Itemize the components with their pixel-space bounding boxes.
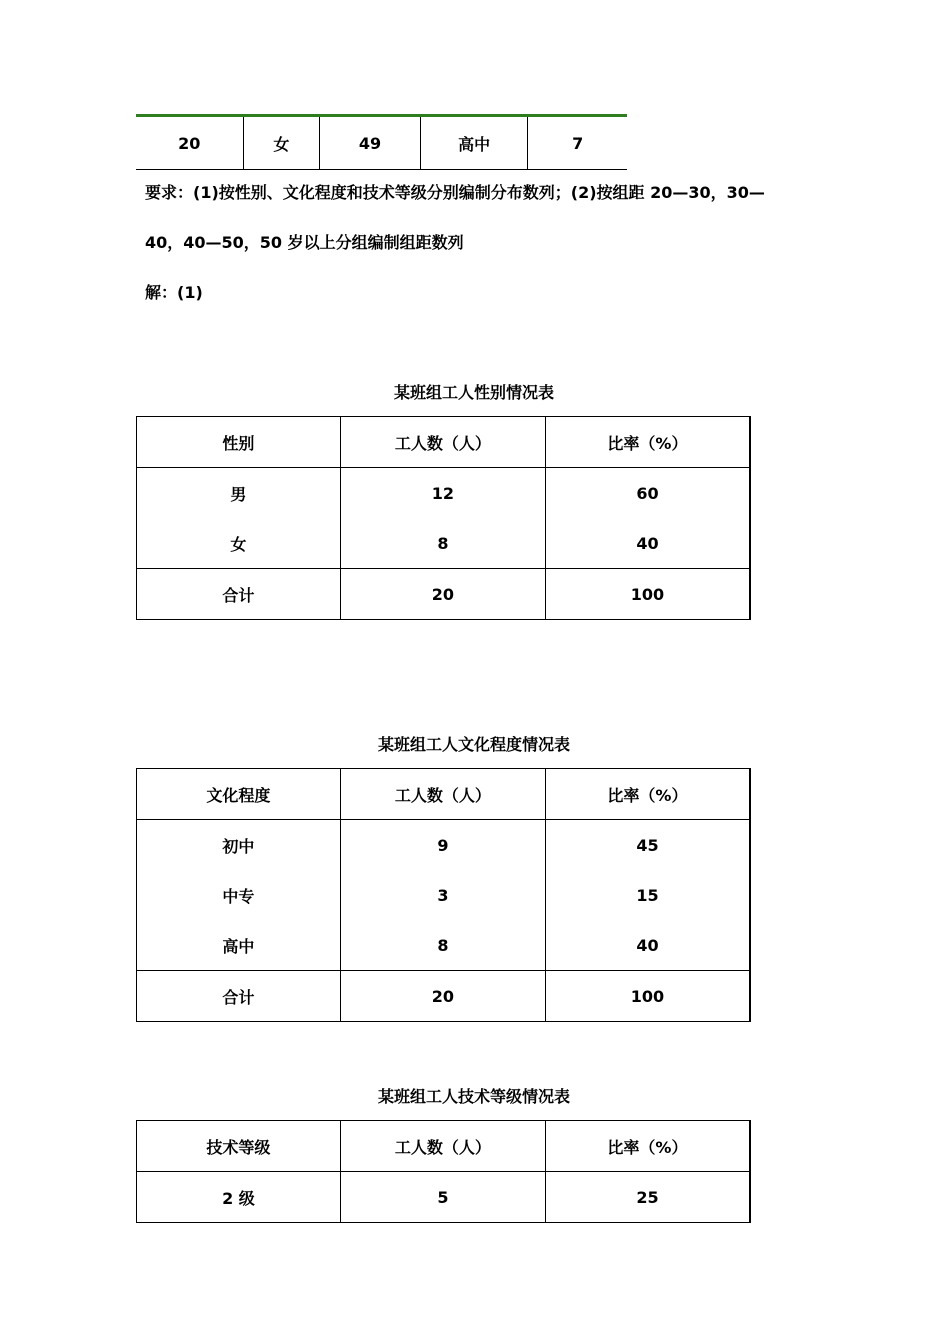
table-cell: 7 (528, 116, 627, 170)
table-header-row (137, 1121, 751, 1172)
table-cell: 20 (340, 569, 545, 620)
table-cell: 40 (545, 920, 750, 971)
table-total-row (137, 569, 751, 620)
table-row (137, 820, 751, 871)
table-cell: 女 (230, 534, 247, 554)
header-cell: 比率（%） (545, 1121, 750, 1172)
header-cell: 技术等级 (206, 1137, 271, 1157)
table-cell: 15 (545, 870, 750, 920)
table-cell: 9 (340, 820, 545, 871)
table-caption-gender: 某班组工人性别情况表 (393, 383, 554, 402)
header-cell: 比率（%） (545, 769, 750, 820)
table-cell: 40 (545, 518, 750, 569)
table-cell: 49 (320, 116, 421, 170)
table-cell: 20 (340, 971, 545, 1022)
education-table (136, 768, 751, 1022)
table-cell: 8 (340, 920, 545, 971)
table-cell: 100 (545, 569, 750, 620)
table-cell: 2 级 (222, 1188, 255, 1208)
table-row (137, 1172, 751, 1223)
table-caption-skill: 某班组工人技术等级情况表 (377, 1087, 570, 1106)
table-cell: 100 (545, 971, 750, 1022)
data-table-fragment (136, 114, 627, 170)
table-cell: 高中 (420, 116, 528, 170)
table-cell: 男 (230, 484, 247, 504)
table-cell: 25 (545, 1172, 750, 1223)
table-cell: 合计 (222, 585, 255, 605)
table-total-row (137, 971, 751, 1022)
table-row (137, 920, 751, 971)
header-cell: 工人数（人） (340, 1121, 545, 1172)
table-cell: 12 (340, 468, 545, 519)
table-cell: 45 (545, 820, 750, 871)
table-cell: 3 (340, 870, 545, 920)
table-header-row (137, 417, 751, 468)
table-cell: 女 (243, 116, 320, 170)
table-cell: 5 (340, 1172, 545, 1223)
header-cell: 工人数（人） (340, 769, 545, 820)
table-row (137, 870, 751, 920)
table-cell: 60 (545, 468, 750, 519)
table-row (136, 116, 627, 170)
table-cell: 合计 (222, 987, 255, 1007)
table-row (137, 518, 751, 569)
solution-label: 解：(1) (145, 283, 203, 302)
requirement-text-line1: 要求：(1)按性别、文化程度和技术等级分别编制分布数列；(2)按组距 20—30，30— (145, 183, 765, 202)
table-cell: 20 (178, 133, 201, 153)
gender-table (136, 416, 751, 620)
skill-table (136, 1120, 751, 1223)
header-cell: 文化程度 (206, 785, 271, 805)
table-header-row (137, 769, 751, 820)
table-cell: 高中 (222, 936, 255, 956)
table-caption-education: 某班组工人文化程度情况表 (377, 735, 570, 754)
header-cell: 比率（%） (545, 417, 750, 468)
header-cell: 工人数（人） (340, 417, 545, 468)
table-cell: 初中 (222, 836, 255, 856)
table-cell: 8 (340, 518, 545, 569)
table-cell: 中专 (222, 886, 255, 906)
requirement-text-line2: 40，40—50，50 岁以上分组编制组距数列 (145, 233, 464, 252)
header-cell: 性别 (222, 433, 255, 453)
table-row (137, 468, 751, 519)
